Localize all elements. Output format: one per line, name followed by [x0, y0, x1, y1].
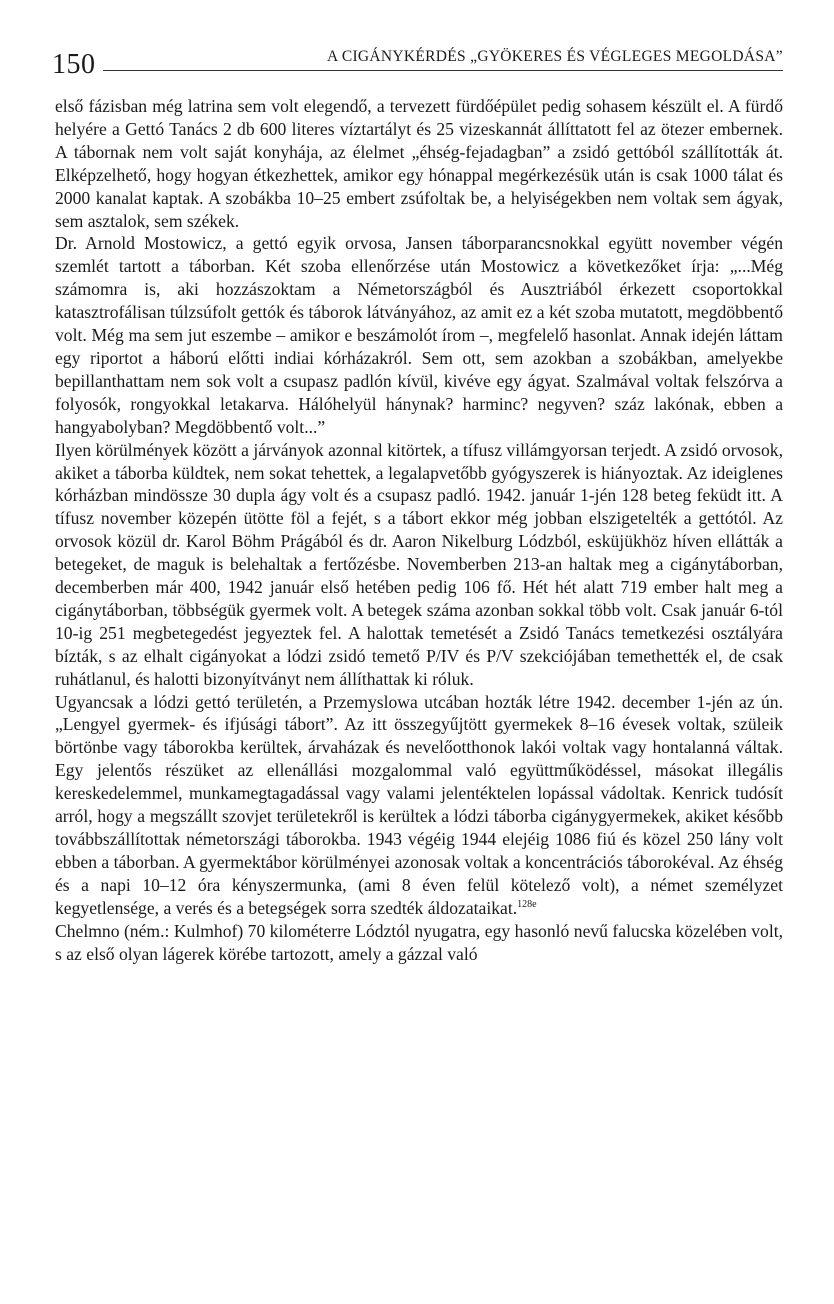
- paragraph-4-text: Ugyancsak a lódzi gettó területén, a Przemyslowa utcában hozták létre 1942. december 1-jén az ún. „Lengyel gyermek- és ifjúsági tábort”. Az itt összegyűjtött gyermekek 8–16 évesek voltak, szüleik börtönbe vagy táborokba kerültek, árvaházak és nevelőotthonok lakói voltak vagy hontalanná váltak. Egy jelentős részüket az ellenállási mozgalommal való együttműködéssel, másokat illegális kereskedelemmel, munkamegtagadással vagy valami jelentéktelen lopással vádoltak. Kenrick tudósít arról, hogy a megszállt szovjet területekről is kerültek a lódzi táborba cigánygyermekek, akiket később továbbszállítottak németországi táborokba. 1943 végéig 1944 elejéig 1086 fiú és közel 250 lány volt ebben a táborban. A gyermektábor körülményei azonosak voltak a koncentrációs táborokéval. Az éhség és a napi 10–12 óra kényszermunka, (ami 8 éven felül kötelező volt), a német személyzet kegyetlensége, a verés és a betegségek sorra szedték áldozataikat.: [55, 691, 783, 918]
- page-number: 150: [52, 49, 96, 80]
- header-rule: [103, 70, 783, 71]
- body-text: [55, 95, 783, 965]
- page: [52, 40, 784, 965]
- paragraph-1: első fázisban még latrina sem volt elegendő, a tervezett fürdőépület pedig sohasem készült el. A fürdő helyére a Gettó Tanács 2 db 600 literes víztartályt és 25 vizeskannát állíttatott fel az ötezer embernek. A tábornak nem volt saját konyhája, az élelmet „éhség-fejadagban” a zsidó gettóból szállították át. Elképzelhető, hogy hogyan étkezhettek, amikor egy hónappal megérkezésük után is csak 1000 tálat és 2000 kanalat kaptak. A szobákba 10–25 embert zsúfoltak be, a helyiségekben nem voltak sem ágyak, sem asztalok, sem székek.: [55, 96, 783, 231]
- paragraph-3: Ilyen körülmények között a járványok azonnal kitörtek, a tífusz villámgyorsan terjedt. A zsidó orvosok, akiket a táborba küldtek, nem sokat tehettek, a legalapvetőbb gyógyszerek is hiányoztak. Az ideiglenes kórházban mindössze 30 dupla ágy volt és a csupasz padló. 1942. január 1-jén 128 beteg feküdt itt. A tífusz november közepén ütötte föl a fejét, s a tábort ekkor még jobban elszigetelték a gettótól. Az orvosok közül dr. Karol Böhm Prágából és dr. Aaron Nikelburg Lódzból, esküjükhöz híven ellátták a betegeket, de maguk is belehaltak a fertőzésbe. Novemberben 213-an haltak meg a cigánytáborban, decemberben már 400, 1942 január első hetében pedig 106 fő. Hét hét alatt 719 ember halt meg a cigánytáborban, többségük gyermek volt. A betegek száma azonban sokkal több volt. Csak január 6-tól 10-ig 251 megbetegedést jegyeztek fel. A halottak temetését a Zsidó Tanács temetkezési osztályára bízták, s az elhalt cigányokat a lódzi zsidó temető P/IV és P/V szekciójában temethették el, de csak ruhátlanul, és halotti bizonyítványt nem állíthattak ki róluk.: [55, 439, 784, 689]
- footnote-marker: 128e: [517, 898, 537, 910]
- page-header: [52, 40, 783, 82]
- paragraph-5: Chelmno (ném.: Kulmhof) 70 kilométerre Lództól nyugatra, egy hasonló nevű falucska közelében volt, s az első olyan lágerek körébe tartozott, amely a gázzal való: [55, 920, 783, 964]
- running-head: A CIGÁNYKÉRDÉS „GYÖKERES ÉS VÉGLEGES MEGOLDÁSA”: [327, 48, 783, 65]
- paragraph-2: Dr. Arnold Mostowicz, a gettó egyik orvosa, Jansen táborparancsnokkal együtt november végén szemlét tartott a táborban. Két szoba ellenőrzése után Mostowicz a következőket írja: „...Még számomra is, aki hozzászoktam a Németországból és Ausztriából érkezett csoportokkal katasztrofálisan túlzsúfolt gettók és táborok látványához, az amit ez a két szoba mutatott, megdöbbentő volt. Még ma sem jut eszembe – amikor e beszámolót írom –, megfelelő hasonlat. Annak idején láttam egy riportot a háború előtti indiai kórházakról. Sem ott, sem azokban a szobákban, amelyekbe bepillanthattam nem sok volt a csupasz padlón kívül, kivéve egy ágyat. Szalmával voltak felszórva a folyosók, rongyokkal letakarva. Hálóhelyül hánynak? harminc? negyven? száz lakónak, ebben a hangyabolyban? Megdöbbentő volt...”: [55, 233, 783, 437]
- paragraph-4: [55, 691, 783, 920]
